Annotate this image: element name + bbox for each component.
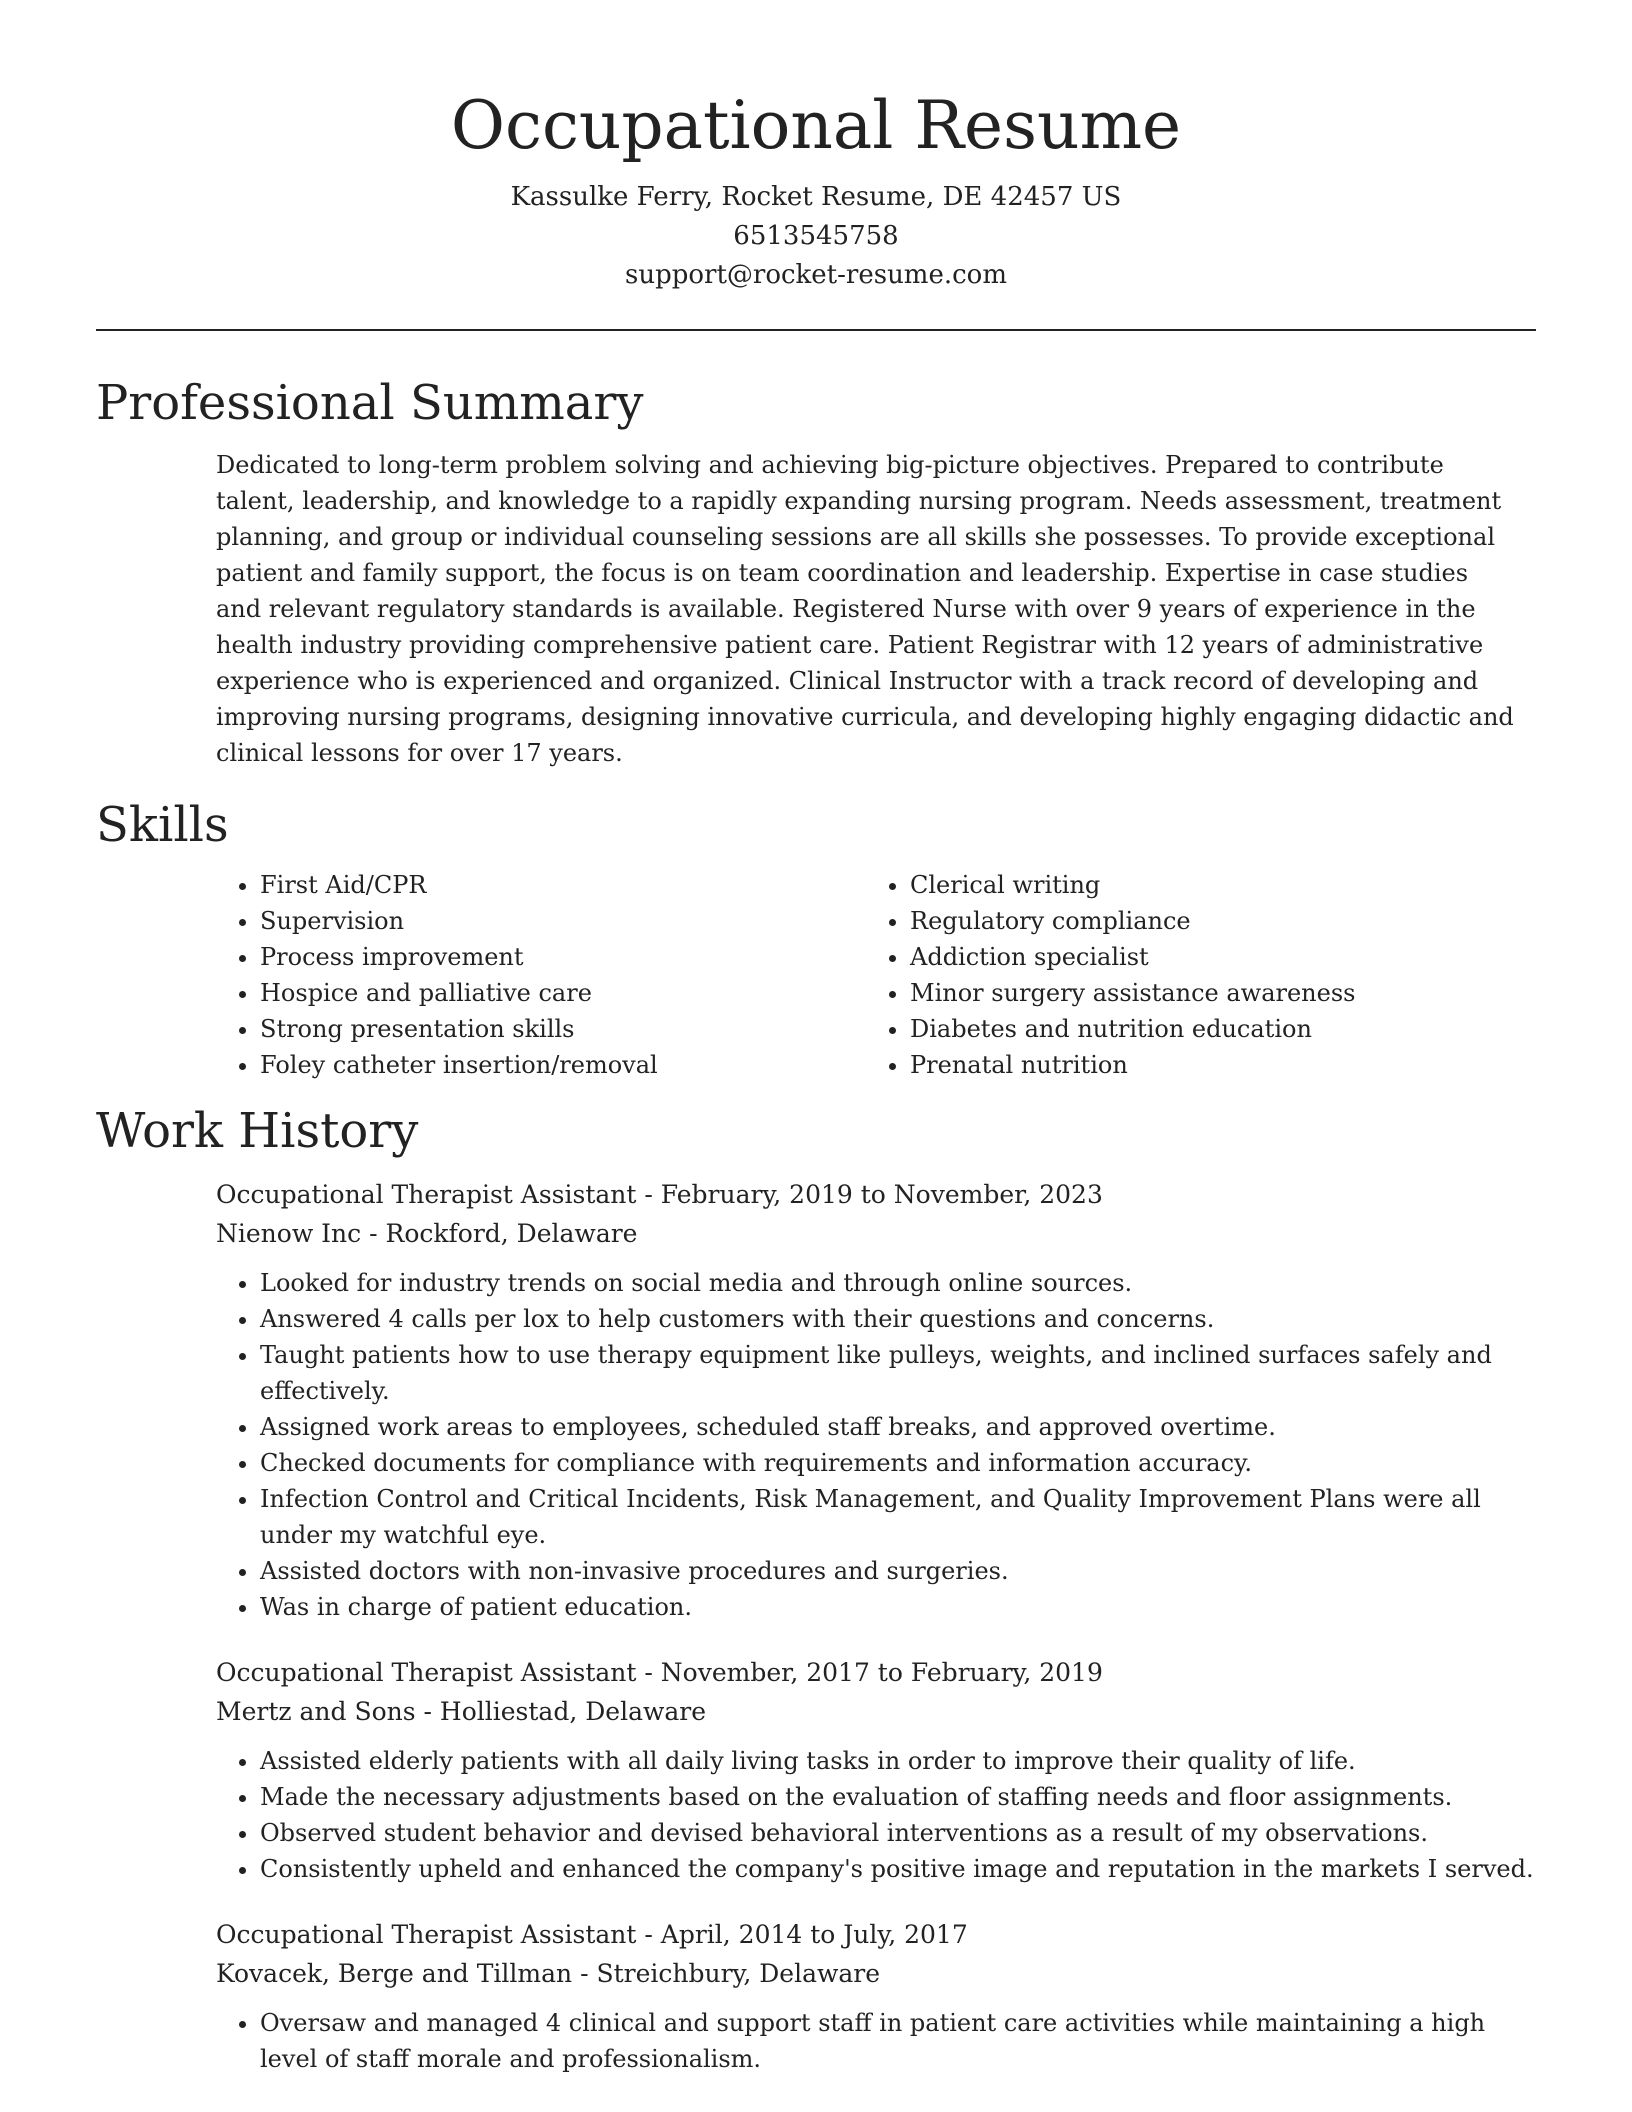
job-duty: • Checked documents for compliance with requirements and information accuracy. xyxy=(260,1445,1536,1481)
job-position-line: Occupational Therapist Assistant - February, 2019 to November, 2023 xyxy=(216,1180,1103,1209)
contact-phone: 6513545758 xyxy=(733,221,899,251)
header-divider xyxy=(96,329,1536,331)
skill-item: • Hospice and palliative care xyxy=(260,975,866,1011)
skills-column-right xyxy=(866,867,1516,1083)
job-entry xyxy=(216,1915,1536,2077)
job-entry xyxy=(216,1653,1536,1887)
job-duties-list xyxy=(216,1743,1536,1887)
skill-item: • Addiction specialist xyxy=(910,939,1516,975)
job-duty: • Assisted elderly patients with all daily living tasks in order to improve their quality of life. xyxy=(260,1743,1536,1779)
resume-title: Occupational Resume xyxy=(450,87,1182,164)
job-duties-list xyxy=(216,2005,1536,2077)
job-location: Holliestad, Delaware xyxy=(439,1697,707,1726)
resume-page xyxy=(96,0,1536,2112)
skill-item: • First Aid/CPR xyxy=(260,867,866,903)
work-history-heading: Work History xyxy=(96,1103,419,1159)
job-duty: • Made the necessary adjustments based on the evaluation of staffing needs and floor assignments. xyxy=(260,1779,1536,1815)
job-dates: February, 2019 to November, 2023 xyxy=(660,1180,1103,1209)
job-position-line: Occupational Therapist Assistant - April, 2014 to July, 2017 xyxy=(216,1920,968,1949)
skill-item: • Regulatory compliance xyxy=(910,903,1516,939)
skill-item: • Diabetes and nutrition education xyxy=(910,1011,1516,1047)
job-company: Mertz and Sons xyxy=(216,1697,416,1726)
job-entry xyxy=(216,1175,1536,1625)
job-dates: April, 2014 to July, 2017 xyxy=(660,1920,968,1949)
job-duty: • Consistently upheld and enhanced the company's positive image and reputation in the markets I served. xyxy=(260,1851,1536,1887)
skills-column-left xyxy=(216,867,866,1083)
skills-heading: Skills xyxy=(96,797,229,853)
job-duty: • Assigned work areas to employees, scheduled staff breaks, and approved overtime. xyxy=(260,1409,1536,1445)
job-duty: • Infection Control and Critical Incidents, Risk Management, and Quality Improvement Plans were all under my watchful eye. xyxy=(260,1481,1536,1553)
job-duty: • Was in charge of patient education. xyxy=(260,1589,1536,1625)
job-duty: • Taught patients how to use therapy equipment like pulleys, weights, and inclined surfaces safely and effectively. xyxy=(260,1337,1536,1409)
skill-item: • Strong presentation skills xyxy=(260,1011,866,1047)
contact-block xyxy=(96,178,1536,295)
job-location: Rockford, Delaware xyxy=(385,1219,638,1248)
skill-item: • Clerical writing xyxy=(910,867,1516,903)
job-company: Kovacek, Berge and Tillman xyxy=(216,1959,573,1988)
job-company-line: Nienow Inc - Rockford, Delaware xyxy=(216,1219,638,1248)
contact-address: Kassulke Ferry, Rocket Resume, DE 42457 US xyxy=(510,182,1122,212)
skill-item: • Minor surgery assistance awareness xyxy=(910,975,1516,1011)
resume-header xyxy=(96,0,1536,295)
job-position: Occupational Therapist Assistant xyxy=(216,1180,637,1209)
job-duty: • Answered 4 calls per lox to help customers with their questions and concerns. xyxy=(260,1301,1536,1337)
job-position-line: Occupational Therapist Assistant - November, 2017 to February, 2019 xyxy=(216,1658,1103,1687)
job-duty: • Looked for industry trends on social media and through online sources. xyxy=(260,1265,1536,1301)
skill-item: • Process improvement xyxy=(260,939,866,975)
job-duties-list xyxy=(216,1265,1536,1625)
job-position: Occupational Therapist Assistant xyxy=(216,1920,637,1949)
job-company: Nienow Inc xyxy=(216,1219,362,1248)
skill-item: • Prenatal nutrition xyxy=(910,1047,1516,1083)
skill-item: • Foley catheter insertion/removal xyxy=(260,1047,866,1083)
job-company-line: Kovacek, Berge and Tillman - Streichbury, Delaware xyxy=(216,1959,881,1988)
job-duty: • Oversaw and managed 4 clinical and support staff in patient care activities while maintaining a high level of staff morale and professionalism. xyxy=(260,2005,1536,2077)
job-location: Streichbury, Delaware xyxy=(596,1959,881,1988)
job-dates: November, 2017 to February, 2019 xyxy=(660,1658,1103,1687)
job-position: Occupational Therapist Assistant xyxy=(216,1658,637,1687)
job-duty: • Observed student behavior and devised behavioral interventions as a result of my observations. xyxy=(260,1815,1536,1851)
skills-grid xyxy=(216,867,1536,1083)
job-duty: • Assisted doctors with non-invasive procedures and surgeries. xyxy=(260,1553,1536,1589)
summary-text: Dedicated to long-term problem solving and achieving big-picture objectives. Prepared to contribute talent, leadership, and knowledge to a rapidly expanding nursing program. Needs assessment, treatment planning, and group or individual counseling sessions are all skills she possesses. To provide exceptional patient and family support, the focus is on team coordination and leadership. Expertise in case studies and relevant regulatory standards is available. Registered Nurse with over 9 years of experience in the health industry providing comprehensive patient care. Patient Registrar with 12 years of administrative experience who is experienced and organized. Clinical Instructor with a track record of developing and improving nursing programs, designing innovative curricula, and developing highly engaging didactic and clinical lessons for over 17 years. xyxy=(216,451,1514,767)
summary-heading: Professional Summary xyxy=(96,375,644,431)
skill-item: • Supervision xyxy=(260,903,866,939)
job-company-line: Mertz and Sons - Holliestad, Delaware xyxy=(216,1697,707,1726)
contact-email: support@rocket-resume.com xyxy=(624,260,1007,290)
